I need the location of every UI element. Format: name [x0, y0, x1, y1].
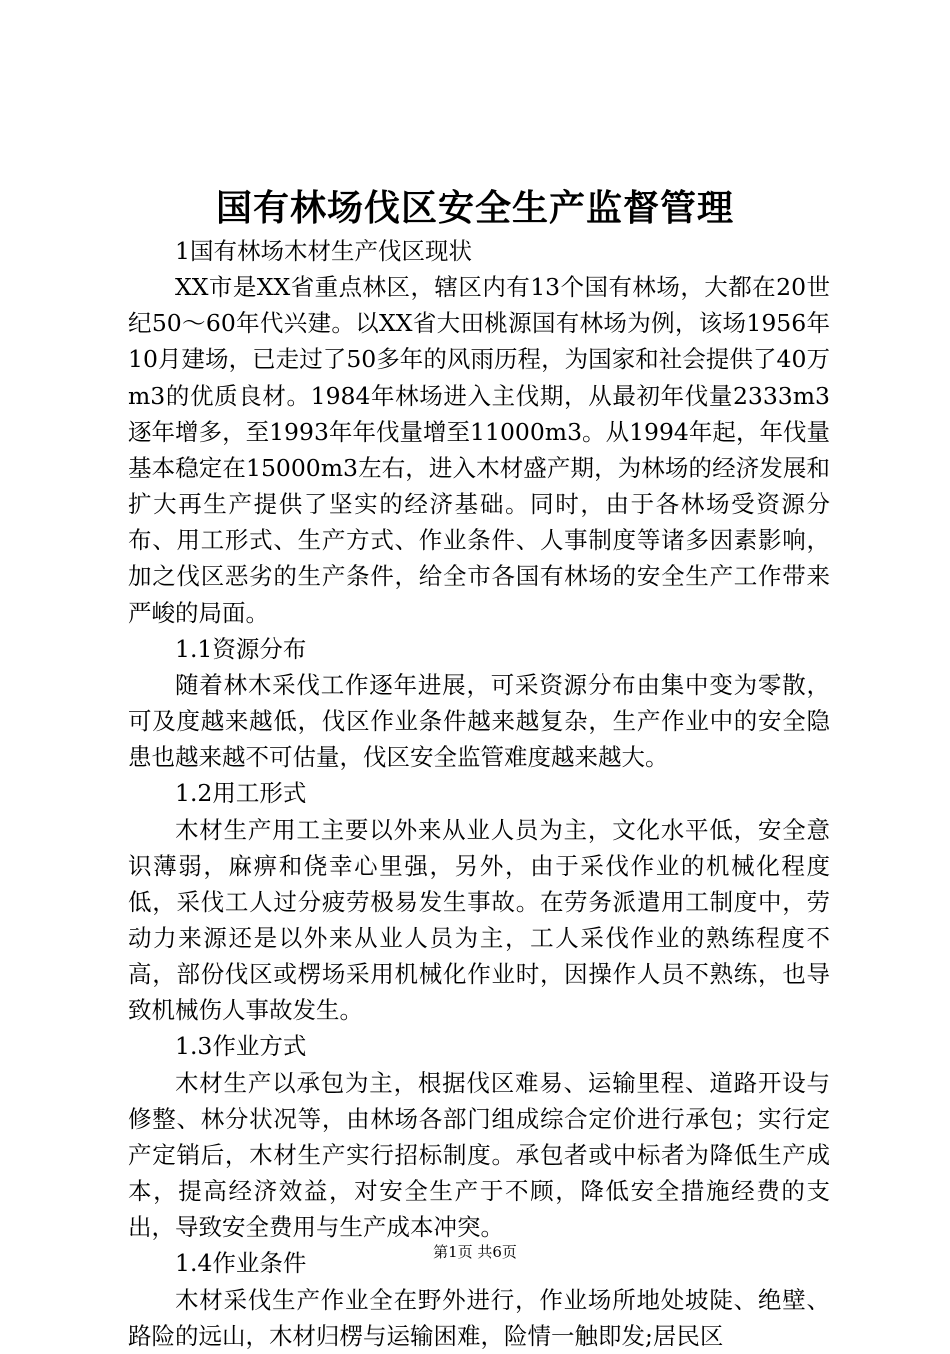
- section-heading: 1.1资源分布: [175, 634, 307, 663]
- section-heading: 1.3作业方式: [175, 1032, 307, 1061]
- document-body: [128, 233, 830, 1354]
- document-title: 国有林场伐区安全生产监督管理: [215, 187, 734, 229]
- body-paragraph: 木材生产以承包为主，根据伐区难易、运输里程、道路开设与修整、林分状况等，由林场各部门组成综合定价进行承包；实行定产定销后，木材生产实行招标制度。承包者或中标者为降低生产成本，提高经济效益，对安全生产于不顾，降低安全措施经费的支出，导致安全费用与生产成本冲突。: [128, 1068, 830, 1242]
- section-heading: 1.4作业条件: [175, 1249, 307, 1278]
- body-paragraph: 木材采伐生产作业全在野外进行，作业场所地处坡陡、绝壁、路险的远山，木材归楞与运输困难，险情一触即发;居民区: [128, 1285, 830, 1350]
- body-paragraph: XX市是XX省重点林区，辖区内有13个国有林场，大都在20世纪50～60年代兴建。以XX省大田桃源国有林场为例，该场1956年10月建场，已走过了50多年的风雨历程，为国家和社会提供了40万m3的优质良材。1984年林场进入主伐期，从最初年伐量2333m3逐年增多，至1993年年伐量增至11000m3。从1994年起，年伐量基本稳定在15000m3左右，进入木材盛产期，为林场的经济发展和扩大再生产提供了坚实的经济基础。同时，由于各林场受资源分布、用工形式、生产方式、作业条件、人事制度等诸多因素影响，加之伐区恶劣的生产条件，给全市各国有林场的安全生产工作带来严峻的局面。: [128, 273, 830, 627]
- section-heading: 1.2用工形式: [175, 779, 307, 808]
- body-paragraph: 木材生产用工主要以外来从业人员为主，文化水平低，安全意识薄弱，麻痹和侥幸心里强，另外，由于采伐作业的机械化程度低，采伐工人过分疲劳极易发生事故。在劳务派遣用工制度中，劳动力来源还是以外来从业人员为主，工人采伐作业的熟练程度不高，部份伐区或楞场采用机械化作业时，因操作人员不熟练，也导致机械伤人事故发生。: [128, 815, 830, 1025]
- section-heading: 1国有林场木材生产伐区现状: [175, 237, 472, 265]
- page-footer: 第1页 共6页: [433, 1243, 517, 1261]
- body-paragraph: 随着林木采伐工作逐年进展，可采资源分布由集中变为零散，可及度越来越低，伐区作业条件越来越复杂，生产作业中的安全隐患也越来越不可估量，伐区安全监管难度越来越大。: [128, 670, 830, 772]
